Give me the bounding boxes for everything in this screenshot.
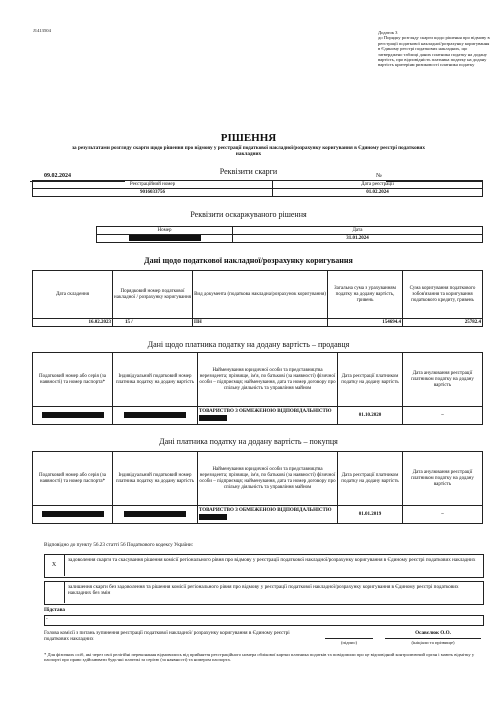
annex-text: до Порядку розгляду скарги щодо рішення про відмову в реєстрації податкової накладної/розрахунку коригування в Єдиному реєстрі податкових накладних, що затверджено таблиці даних платника податку на додану вартість, про відповідність платника податку на додану вартість критеріям ризиковості платника податку — [378, 35, 490, 68]
redacted-buyer-passport — [42, 511, 104, 517]
redacted-seller-passport — [42, 412, 104, 418]
decision-number — [97, 235, 233, 243]
number-label: № — [376, 173, 382, 179]
invoice-header-correction: Сума коригування податкового зобов'язання та коригування податкового кредиту, гривень — [403, 271, 483, 319]
basis-value: - — [46, 616, 48, 622]
redacted-buyer-ipn — [124, 511, 186, 517]
complaint-table — [32, 180, 483, 197]
decision-header-number: Номер — [97, 227, 233, 235]
option-reject-text: залишення скарги без задоволення та рішення комісії регіонального рівня про відмову у реєстрації податкової накладної/розрахунку коригування в Єдиному реєстрі податкових накладних без змін — [68, 584, 459, 597]
complaint-number: 9016033756 — [33, 189, 273, 197]
buyer-header-passport: Податковий номер або серія (за наявності) та номер паспорта* — [33, 452, 113, 506]
decision-date: 09.02.2024 — [44, 173, 71, 179]
option-satisfy-checkbox[interactable]: X — [44, 554, 65, 576]
seller-reg-date: 01.10.2020 — [338, 407, 403, 425]
seller-passport — [33, 407, 113, 425]
basis-field — [44, 615, 484, 626]
buyer-header-cancel: Дата анулювання реєстрації платником податку на додану вартість — [403, 452, 483, 506]
annex-title: Додаток 3 — [378, 30, 398, 35]
seller-header-ipn: Індивідуальний податковий номер платника податку на додану вартість — [113, 353, 198, 407]
seller-table — [32, 352, 483, 425]
decision-date-value: 31.01.2024 — [233, 235, 483, 243]
name-caption: (ініціали та прізвище) — [411, 640, 455, 645]
page-title: РІШЕННЯ — [220, 132, 277, 144]
basis-label: Підстава — [44, 607, 66, 613]
buyer-header-ipn: Індивідуальний податковий номер платника податку на додану вартість — [113, 452, 198, 506]
invoice-header-type: Вид документа (податкова накладна/розрахунок коригування) — [193, 271, 328, 319]
invoice-header-sum: Загальна сума з урахуванням податку на додану вартість, гривень — [328, 271, 403, 319]
signature-name: Осавєлюк О.О. — [415, 630, 451, 636]
redacted-decision-number — [129, 235, 201, 241]
invoice-table — [32, 270, 483, 327]
seller-header-name: Найменування юридичної особи та представництва нерезидента; прізвище, ім'я, по батькові (за наявності) фізичної особи – підприємця; найменування, дата та номер договору про спільну діяльність та управління майном — [198, 353, 338, 407]
buyer-ipn — [113, 506, 198, 524]
seller-ipn — [113, 407, 198, 425]
invoice-sum: 154694.4 — [328, 319, 403, 327]
decision-title: Реквізити оскаржуваного рішення — [190, 210, 307, 219]
buyer-header-reg: Дата реєстрації платником податку на додану вартість — [338, 452, 403, 506]
buyer-name: ТОВАРИСТВО З ОБМЕЖЕНОЮ ВІДПОВІДАЛЬНІСТЮ — [199, 507, 332, 513]
seller-title: Дані щодо платника податку на додану вартість – продавця — [147, 340, 350, 349]
invoice-date: 16.02.2023 — [33, 319, 113, 327]
seller-header-passport: Податковий номер або серія (за наявності) та номер паспорта* — [33, 353, 113, 407]
signature-role: Голова комісії з питань зупинення реєстрації податкової накладної/ розрахунку коригування в Єдиному реєстрі податкових накладних — [44, 630, 290, 643]
page-subtitle: за результатами розгляду скарги щодо рішення про відмову у реєстрації податкової накладної/розрахунку коригування в Єдиному реєстрі податкових накладних — [71, 145, 426, 158]
seller-name: ТОВАРИСТВО З ОБМЕЖЕНОЮ ВІДПОВІДАЛЬНІСТЮ — [199, 408, 332, 414]
invoice-header-seq: Порядковий номер податкової накладної / розрахунку коригування — [113, 271, 193, 319]
basis-text: Відповідно до пункту 56.23 статті 56 Податкового кодексу України: — [44, 542, 194, 548]
decision-header-date: Дата — [233, 227, 483, 235]
signature-caption: (підпис) — [340, 640, 358, 645]
complaint-header-number: Реєстраційний номер — [33, 181, 273, 189]
complaint-header-date: Дата реєстрації — [273, 181, 483, 189]
complaint-date: 01.02.2024 — [273, 189, 483, 197]
seller-header-cancel: Дата анулювання реєстрації платником податку на додану вартість — [403, 353, 483, 407]
invoice-type: ПН — [193, 319, 328, 327]
seller-header-reg: Дата реєстрації платником податку на додану вартість — [338, 353, 403, 407]
seller-cancel-date: – — [403, 407, 483, 425]
buyer-passport — [33, 506, 113, 524]
footnote: * Для фізичних осіб, які через свої релігійні переконання відмовились від прийняття реєстраційного номера облікової картки платника податків та повідомили про це відповідний контролюючий орган і мають відмітку у паспорті про право здійснювати будь-які платежі за серією (за наявності) та номером паспорта. — [44, 652, 475, 663]
buyer-name-cell — [198, 506, 338, 524]
invoice-header-date: Дата складення — [33, 271, 113, 319]
invoice-seq: 15 / — [113, 319, 193, 327]
buyer-header-name: Найменування юридичної особи та представництва нерезидента; прізвище, ім'я, по батькові (за наявності) фізичної особи – підприємця; найменування, дата та номер договору про спільну діяльність та управління майном — [198, 452, 338, 506]
invoice-correction: 25782.4 — [403, 319, 483, 327]
redacted-seller-ipn — [124, 412, 186, 418]
buyer-title: Дані платника податку на додану вартість – покупця — [159, 437, 338, 446]
complaint-title: Реквізити скарги — [219, 167, 278, 176]
buyer-table — [32, 451, 483, 524]
invoice-title: Дані щодо податкової накладної/розрахунку коригування — [144, 256, 353, 265]
annex-block — [378, 30, 490, 68]
buyer-cancel-date: – — [403, 506, 483, 524]
redacted-buyer-name — [199, 514, 227, 520]
seller-name-cell — [198, 407, 338, 425]
decision-table — [96, 226, 483, 243]
option-satisfy-text: задоволення скарги та скасування рішення комісії регіонального рівня про відмову у реєстрації податкової накладної/розрахунку коригування в Єдиному реєстрі податкових накладних — [68, 557, 476, 563]
buyer-reg-date: 01.01.2019 — [338, 506, 403, 524]
redacted-seller-name — [199, 415, 227, 421]
doc-code: J1413504 — [33, 28, 51, 33]
option-reject-checkbox[interactable] — [44, 581, 65, 603]
